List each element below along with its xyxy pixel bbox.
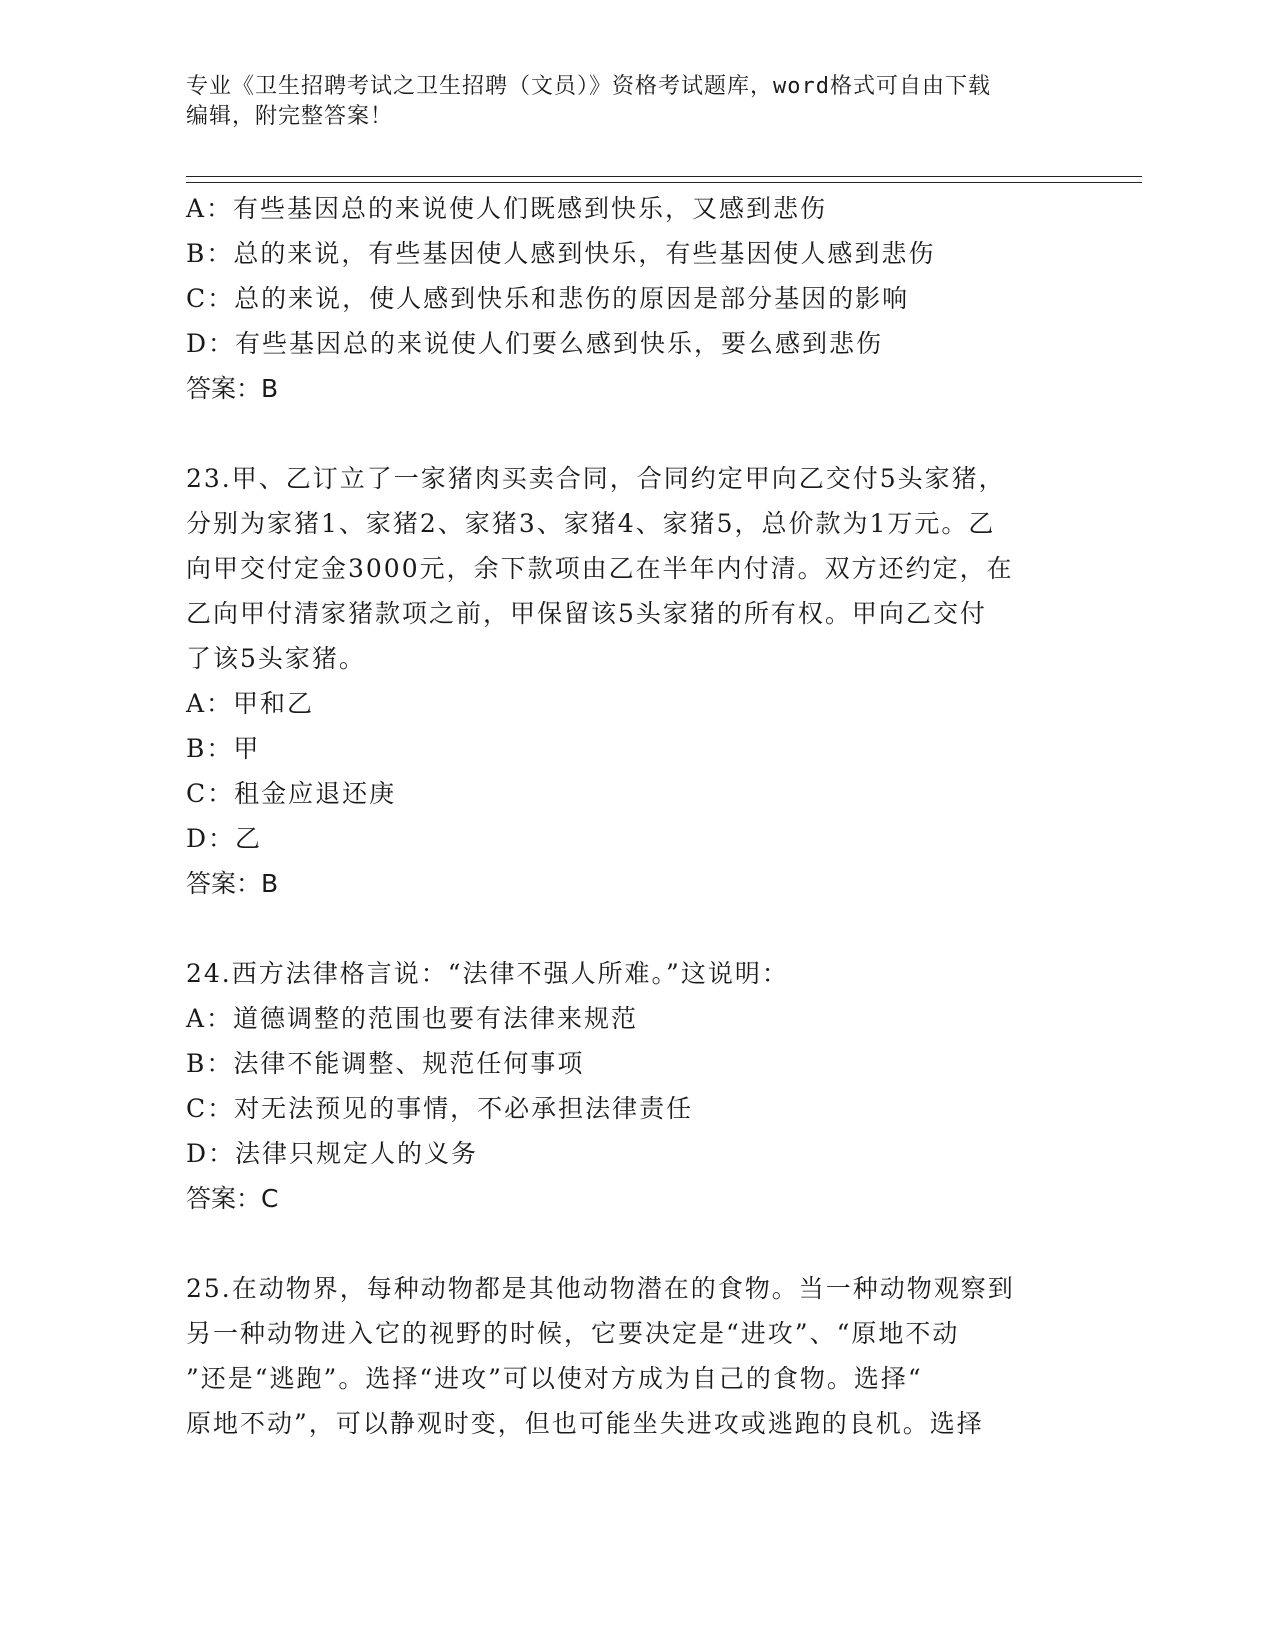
question-stem-line: 25.在动物界，每种动物都是其他动物潜在的食物。当一种动物观察到 bbox=[186, 1274, 1015, 1303]
answer-label: 答案：C bbox=[186, 1184, 279, 1213]
question-stem-line: 24.西方法律格言说：“法律不强人所难。”这说明： bbox=[186, 959, 789, 988]
option-d: D：有些基因总的来说使人们要么感到快乐，要么感到悲伤 bbox=[186, 329, 884, 358]
option-a: A：道德调整的范围也要有法律来规范 bbox=[186, 1004, 639, 1033]
option-d: D：乙 bbox=[186, 824, 263, 853]
option-c: C：总的来说，使人感到快乐和悲伤的原因是部分基因的影响 bbox=[186, 284, 910, 313]
header-line-1: 专业《卫生招聘考试之卫生招聘（文员）》资格考试题库，word格式可自由下载 bbox=[186, 74, 991, 99]
header-line-2: 编辑，附完整答案！ bbox=[186, 104, 394, 129]
question-stem-line: 乙向甲付清家猪款项之前，甲保留该5头家猪的所有权。甲向乙交付 bbox=[186, 599, 987, 628]
document-header bbox=[186, 72, 1066, 132]
option-c: C：对无法预见的事情，不必承担法律责任 bbox=[186, 1094, 694, 1123]
question-stem-line: 分别为家猪1、家猪2、家猪3、家猪4、家猪5，总价款为1万元。乙 bbox=[186, 509, 996, 538]
question-23 bbox=[186, 456, 1066, 906]
question-stem-line: ”还是“逃跑”。选择“进攻”可以使对方成为自己的食物。选择“ bbox=[186, 1364, 923, 1393]
question-stem-line: 原地不动”，可以静观时变，但也可能坐失进攻或逃跑的良机。选择 bbox=[186, 1409, 984, 1438]
option-b: B：总的来说，有些基因使人感到快乐，有些基因使人感到悲伤 bbox=[186, 239, 936, 268]
answer-label: 答案：B bbox=[186, 374, 279, 403]
answer-label: 答案：B bbox=[186, 869, 279, 898]
option-a: A：有些基因总的来说使人们既感到快乐，又感到悲伤 bbox=[186, 194, 828, 223]
option-a: A：甲和乙 bbox=[186, 689, 315, 718]
question-stem-line: 向甲交付定金3000元，余下款项由乙在半年内付清。双方还约定，在 bbox=[186, 554, 1014, 583]
header-divider-bottom bbox=[186, 182, 1142, 183]
option-c: C：租金应退还庚 bbox=[186, 779, 397, 808]
question-stem-line: 23.甲、乙订立了一家猪肉买卖合同，合同约定甲向乙交付5头家猪， bbox=[186, 464, 1006, 493]
option-b: B：甲 bbox=[186, 734, 261, 763]
question-25 bbox=[186, 1266, 1066, 1446]
option-d: D：法律只规定人的义务 bbox=[186, 1139, 479, 1168]
question-24 bbox=[186, 951, 1066, 1221]
header-divider-top bbox=[186, 176, 1142, 177]
question-list bbox=[186, 186, 1066, 1446]
question-stem-line: 了该5头家猪。 bbox=[186, 644, 366, 673]
question-stem-line: 另一种动物进入它的视野的时候，它要决定是“进攻”、“原地不动 bbox=[186, 1319, 960, 1348]
question-22 bbox=[186, 186, 1066, 411]
option-b: B：法律不能调整、规范任何事项 bbox=[186, 1049, 585, 1078]
